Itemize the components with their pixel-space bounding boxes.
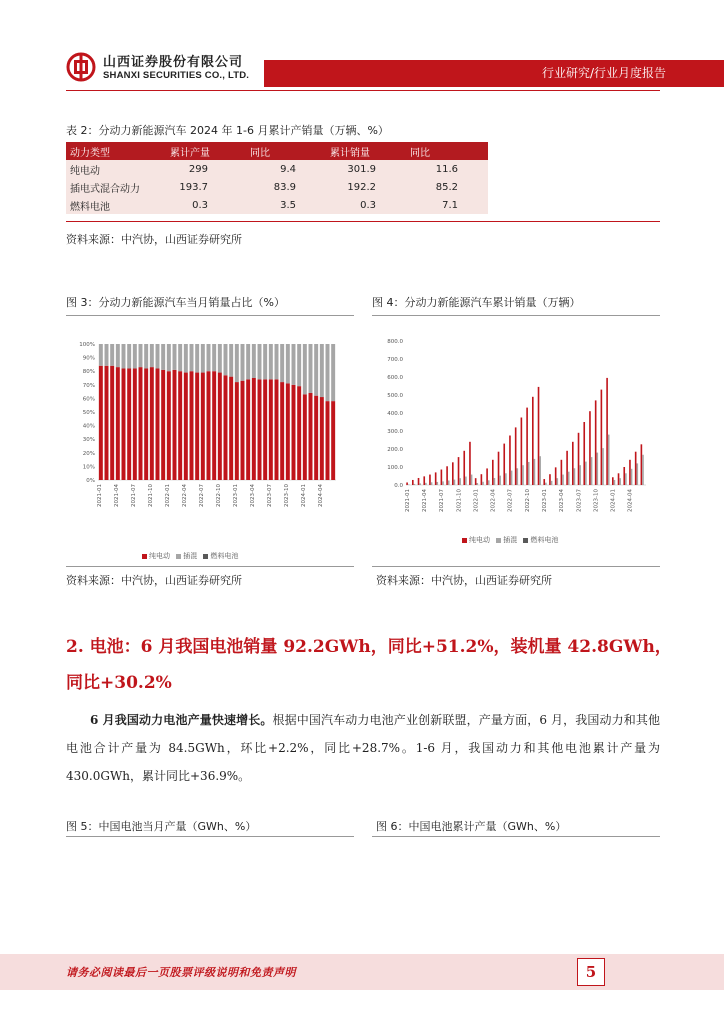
bar	[618, 473, 620, 485]
x-tick-label: 2024-04	[627, 489, 634, 512]
bar	[412, 480, 414, 485]
bar	[436, 482, 438, 485]
table-cell: 3.5	[246, 196, 326, 214]
bar-segment	[161, 344, 165, 370]
bar-segment	[156, 368, 160, 480]
bar	[486, 468, 488, 485]
legend-label: 纯电动	[149, 552, 170, 560]
y-tick-label: 400.0	[387, 411, 403, 417]
bar	[555, 467, 557, 485]
figure4-caption: 图 4：分动力新能源汽车累计销量（万辆）	[372, 296, 581, 309]
table-header-row	[66, 142, 488, 160]
bar-segment	[144, 368, 148, 480]
bar-segment	[241, 381, 245, 480]
x-tick-label: 2023-07	[576, 489, 583, 512]
bar	[574, 468, 576, 485]
bar-segment	[246, 344, 250, 379]
bar-segment	[133, 368, 137, 480]
bar	[568, 472, 570, 485]
bar	[452, 462, 454, 485]
bar-segment	[133, 344, 137, 368]
bar	[585, 462, 587, 485]
y-tick-label: 800.0	[387, 339, 403, 345]
bar-segment	[309, 344, 313, 393]
bar-segment	[292, 385, 296, 480]
legend-label: 纯电动	[469, 536, 490, 544]
table-row	[66, 196, 488, 214]
bar-segment	[331, 344, 335, 401]
bar-segment	[252, 378, 256, 480]
bar	[482, 482, 484, 485]
bar-segment	[167, 371, 171, 480]
footer-disclaimer: 请务必阅读最后一页股票评级说明和免责声明	[66, 966, 296, 979]
bar	[499, 476, 501, 485]
legend-swatch-phev	[176, 554, 181, 559]
x-tick-label: 2022-01	[164, 484, 171, 507]
legend-label: 燃料电池	[530, 536, 559, 544]
page-number: 5	[577, 958, 605, 986]
bar-segment	[235, 344, 239, 382]
bar-segment	[195, 373, 199, 480]
bar-segment	[195, 344, 199, 373]
bar	[561, 460, 563, 485]
bar-segment	[190, 344, 194, 371]
bar	[463, 451, 465, 485]
company-name-en: SHANXI SECURITIES CO., LTD.	[103, 70, 250, 81]
bar	[619, 478, 621, 485]
x-tick-label: 2023-01	[542, 489, 548, 512]
bar	[528, 462, 530, 485]
bar	[516, 468, 518, 485]
bar	[435, 472, 437, 485]
bar	[629, 460, 631, 485]
table-header-cell: 同比	[246, 142, 326, 160]
x-tick-label: 2023-04	[559, 489, 566, 512]
bar-segment	[184, 344, 188, 373]
bar	[545, 483, 547, 485]
x-tick-label: 2021-01	[96, 484, 103, 507]
bar-segment	[144, 344, 148, 368]
bar	[625, 473, 627, 485]
bar	[408, 484, 410, 485]
x-tick-label: 2021-10	[456, 489, 463, 512]
y-tick-label: 100%	[79, 342, 95, 348]
bar	[414, 484, 416, 485]
bar-segment	[252, 344, 256, 378]
bar	[494, 478, 496, 485]
table-cell: 9.4	[246, 160, 326, 178]
y-tick-label: 10%	[82, 464, 95, 471]
x-tick-label: 2021-07	[130, 484, 137, 507]
bar	[503, 444, 505, 485]
bar	[476, 483, 478, 485]
figure6-top-rule	[372, 836, 660, 837]
x-tick-label: 2023-01	[232, 484, 239, 507]
legend-swatch-bev	[462, 538, 467, 543]
bar-segment	[116, 344, 120, 367]
bar	[642, 455, 644, 485]
bar-segment	[184, 373, 188, 480]
legend-label: 插混	[183, 552, 198, 560]
report-type-label: 行业研究/行业月度报告	[541, 66, 666, 80]
bar-segment	[150, 367, 154, 480]
bar-segment	[286, 383, 290, 480]
y-tick-label: 700.0	[387, 357, 403, 363]
y-tick-label: 0%	[86, 478, 95, 484]
bar-segment	[224, 344, 228, 375]
bar	[505, 473, 507, 485]
bar	[471, 475, 473, 485]
table2-source: 资料来源：中汽协，山西证券研究所	[66, 233, 242, 246]
x-tick-label: 2021-04	[422, 489, 428, 512]
bar	[515, 427, 517, 485]
bar	[606, 378, 608, 485]
y-tick-label: 80%	[82, 369, 95, 376]
table-cell: 83.9	[246, 178, 326, 196]
bar	[526, 408, 528, 485]
bar	[458, 457, 460, 485]
bar	[448, 481, 450, 486]
bar	[431, 482, 433, 485]
chart4-legend	[458, 535, 558, 545]
y-tick-label: 300.0	[387, 429, 403, 435]
table2-caption: 表 2：分动力新能源汽车 2024 年 1-6 月累计产销量（万辆、%）	[66, 124, 389, 137]
y-tick-label: 60%	[82, 396, 95, 403]
bar-segment	[280, 382, 284, 480]
table-cell: 299	[166, 160, 246, 178]
bar	[406, 482, 408, 485]
bar	[446, 466, 448, 485]
bar-segment	[161, 370, 165, 480]
bar-segment	[190, 371, 194, 480]
bar	[425, 483, 427, 485]
bar-segment	[156, 344, 160, 368]
figure4-bottom-rule	[372, 566, 660, 567]
table-header-cell: 动力类型	[66, 142, 166, 160]
bar	[579, 465, 581, 485]
table-cell: 燃料电池	[66, 196, 166, 214]
bar-segment	[139, 367, 143, 480]
bar-segment	[173, 370, 177, 480]
y-tick-label: 0.0	[394, 483, 403, 489]
figure3-source: 资料来源：中汽协，山西证券研究所	[66, 574, 242, 587]
bar-segment	[105, 366, 109, 480]
x-tick-label: 2022-10	[524, 489, 531, 512]
figure3-bottom-rule	[66, 566, 354, 567]
table-row	[66, 160, 488, 178]
chart-cumulative-sales	[372, 326, 662, 562]
x-tick-label: 2022-01	[473, 489, 480, 512]
table-cell: 0.3	[166, 196, 246, 214]
y-tick-label: 200.0	[387, 447, 403, 453]
bar	[423, 476, 425, 485]
bar-segment	[139, 344, 143, 367]
bar-segment	[178, 344, 182, 371]
table-cell: 插电式混合动力	[66, 178, 166, 196]
bar-segment	[212, 371, 216, 480]
bar-segment	[309, 393, 313, 480]
bar	[522, 465, 524, 485]
table-cell: 85.2	[406, 178, 488, 196]
legend-swatch-bev	[142, 554, 147, 559]
bar-segment	[303, 344, 307, 394]
y-tick-label: 30%	[82, 437, 95, 444]
bar-segment	[116, 367, 120, 480]
table-cell: 7.1	[406, 196, 488, 214]
x-tick-label: 2023-04	[249, 484, 256, 507]
bar	[441, 470, 443, 485]
bar	[549, 474, 551, 485]
bar-segment	[275, 379, 279, 480]
bar	[459, 478, 461, 485]
bar	[602, 448, 604, 485]
section-title-line1: 2. 电池：6 月我国电池销量 92.2GWh，同比+51.2%，装机量 42.8GWh，	[66, 637, 672, 657]
bar-segment	[207, 371, 211, 480]
table-header-cell: 同比	[406, 142, 488, 160]
bar-segment	[246, 379, 250, 480]
table-cell: 0.3	[326, 196, 406, 214]
table2-divider	[66, 221, 660, 222]
bar	[511, 471, 513, 485]
bar-segment	[201, 344, 205, 373]
figure5-caption: 图 5：中国电池当月产量（GWh、%）	[66, 820, 257, 833]
bar	[631, 469, 633, 485]
y-tick-label: 40%	[82, 423, 95, 430]
bar-segment	[207, 344, 211, 371]
x-tick-label: 2023-10	[283, 484, 290, 507]
x-tick-label: 2021-10	[147, 484, 154, 507]
table-cell: 301.9	[326, 160, 406, 178]
bar	[469, 442, 471, 485]
company-name-cn: 山西证券股份有限公司	[103, 55, 244, 70]
bar-segment	[178, 371, 182, 480]
y-tick-label: 600.0	[387, 375, 403, 381]
x-tick-label: 2022-04	[490, 489, 497, 512]
bar-segment	[314, 344, 318, 396]
bar-segment	[258, 379, 262, 480]
bar	[532, 397, 534, 485]
legend-swatch-fcv	[203, 554, 208, 559]
figure3-top-rule	[66, 315, 354, 316]
figure4-top-rule	[372, 315, 660, 316]
bar-segment	[218, 344, 222, 373]
bar-segment	[280, 344, 284, 382]
bar	[635, 452, 637, 485]
figure3-caption: 图 3：分动力新能源汽车当月销量占比（%）	[66, 296, 285, 309]
bar	[614, 480, 616, 485]
bar-segment	[127, 344, 131, 368]
bar	[608, 435, 610, 485]
y-tick-label: 20%	[82, 450, 95, 457]
y-tick-label: 70%	[82, 382, 95, 389]
bar-segment	[297, 386, 301, 480]
x-tick-label: 2022-04	[181, 484, 188, 507]
paragraph-lead: 6 月我国动力电池产量快速增长。	[90, 713, 273, 727]
bar	[601, 390, 603, 485]
legend-swatch-fcv	[523, 538, 528, 543]
bar	[589, 411, 591, 485]
bar-segment	[127, 368, 131, 480]
bar	[475, 478, 477, 485]
bar-segment	[122, 368, 126, 480]
bar	[481, 474, 483, 485]
bar	[488, 480, 490, 485]
y-tick-label: 100.0	[387, 465, 403, 471]
bar-segment	[99, 344, 103, 366]
bar	[492, 460, 494, 485]
x-tick-label: 2021-07	[439, 489, 446, 512]
bar-segment	[286, 344, 290, 383]
bar-segment	[150, 344, 154, 367]
bar	[636, 463, 638, 485]
y-tick-label: 500.0	[387, 393, 403, 399]
bar-segment	[99, 366, 103, 480]
bar	[521, 418, 523, 486]
bar-segment	[235, 382, 239, 480]
bar-segment	[320, 397, 324, 480]
header-divider	[66, 90, 660, 91]
bar-segment	[258, 344, 262, 379]
bar-segment	[263, 344, 267, 379]
bar	[465, 477, 467, 485]
table-header-cell: 累计产量	[166, 142, 246, 160]
bar-segment	[229, 344, 233, 377]
bar-segment	[229, 377, 233, 480]
bar	[419, 483, 421, 485]
x-tick-label: 2024-01	[610, 489, 617, 512]
x-tick-label: 2024-01	[300, 484, 307, 507]
table-cell: 192.2	[326, 178, 406, 196]
bar	[612, 477, 614, 485]
table-cell: 11.6	[406, 160, 488, 178]
section-title-line2: 同比+30.2%	[66, 673, 172, 693]
section-paragraph	[66, 706, 660, 790]
bar	[572, 442, 574, 485]
chart3-legend	[138, 551, 238, 561]
bar	[543, 479, 545, 485]
x-tick-label: 2023-07	[266, 484, 273, 507]
bar	[539, 456, 541, 485]
bar	[596, 453, 598, 485]
table-row	[66, 178, 488, 196]
bar	[509, 436, 511, 486]
x-tick-label: 2023-10	[593, 489, 600, 512]
bar-segment	[218, 373, 222, 480]
bar-segment	[275, 344, 279, 379]
bar-segment	[110, 344, 114, 366]
bar-segment	[212, 344, 216, 371]
y-tick-label: 50%	[82, 410, 95, 416]
bar	[623, 467, 625, 485]
bar	[454, 480, 456, 485]
bar	[583, 422, 585, 485]
bar	[429, 475, 431, 485]
x-tick-label: 2024-04	[317, 484, 324, 507]
bar	[442, 481, 444, 485]
bar-segment	[263, 379, 267, 480]
bar-segment	[331, 401, 335, 480]
bar-segment	[224, 375, 228, 480]
legend-label: 插混	[503, 536, 518, 544]
bar	[562, 475, 564, 485]
figure6-caption: 图 6：中国电池累计产量（GWh、%）	[376, 820, 567, 833]
bar-segment	[269, 379, 273, 480]
bar-segment	[314, 396, 318, 480]
table-cell: 纯电动	[66, 160, 166, 178]
table-header-cell: 累计销量	[326, 142, 406, 160]
bar	[538, 387, 540, 485]
x-tick-label: 2021-01	[404, 489, 411, 512]
bar	[551, 481, 553, 485]
bar-segment	[326, 401, 330, 480]
figure5-top-rule	[66, 836, 354, 837]
bar	[534, 459, 536, 485]
x-tick-label: 2022-07	[198, 484, 205, 507]
bar-segment	[201, 373, 205, 480]
powertrain-sales-table	[66, 142, 488, 214]
bar-segment	[292, 344, 296, 385]
x-tick-label: 2022-10	[215, 484, 222, 507]
legend-swatch-phev	[496, 538, 501, 543]
legend-label: 燃料电池	[210, 552, 239, 560]
bar-segment	[241, 344, 245, 381]
bar-segment	[297, 344, 301, 386]
bar	[641, 444, 643, 485]
chart-monthly-share	[66, 326, 356, 562]
bar-segment	[326, 344, 330, 401]
bar-segment	[173, 344, 177, 370]
bar-segment	[303, 394, 307, 480]
bar	[591, 457, 593, 485]
bar	[595, 400, 597, 485]
bar	[418, 478, 420, 485]
table-cell: 193.7	[166, 178, 246, 196]
bar	[578, 433, 580, 485]
paragraph-body: 根据中国汽车动力电池产业创新联盟，产量方面，6 月，我国动力和其他电池合计产量为 84.5GWh，环比+2.2%，同比+28.7%。1-6 月，我国动力和其他电池累计产量为 430.0GWh，累计同比+36.9%。	[66, 713, 661, 783]
bar	[498, 452, 500, 485]
bar-segment	[320, 344, 324, 397]
bar-segment	[269, 344, 273, 379]
bar	[556, 478, 558, 485]
y-tick-label: 90%	[82, 355, 95, 362]
bar	[566, 451, 568, 485]
figure4-source: 资料来源：中汽协，山西证券研究所	[376, 574, 552, 587]
bar-segment	[167, 344, 171, 371]
bar-segment	[122, 344, 126, 368]
x-tick-label: 2021-04	[113, 484, 120, 507]
x-tick-label: 2022-07	[507, 489, 514, 512]
bar-segment	[105, 344, 109, 366]
company-logo-icon	[66, 52, 96, 82]
bar-segment	[110, 366, 114, 480]
